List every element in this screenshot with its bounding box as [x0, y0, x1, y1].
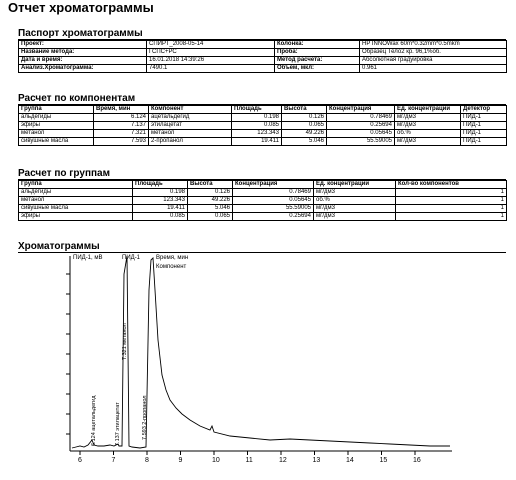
- x-tick-label: 12: [279, 457, 287, 464]
- column-header: Ед. концентрации: [314, 181, 396, 189]
- table-cell: об.%: [314, 197, 396, 205]
- table-cell: 6.124: [94, 114, 149, 122]
- table-cell: 0.085: [133, 213, 188, 221]
- x-tick-label: 15: [379, 457, 388, 464]
- table-cell: метанол: [19, 130, 94, 138]
- table-cell: ПИД-1: [461, 130, 507, 138]
- table-cell: 2-пропанол: [149, 138, 232, 146]
- table-cell: 7.593: [94, 138, 149, 146]
- peak-label-methanol: 7.321 метанол: [122, 323, 128, 360]
- table-cell: метанол: [19, 197, 133, 205]
- column-header: Кол-во компонентов: [396, 181, 507, 189]
- table-cell: мг/дм3: [314, 189, 396, 197]
- table-cell: 5.046: [188, 205, 233, 213]
- table-cell: 0.25694: [327, 122, 395, 130]
- column-header: Концентрация: [233, 181, 314, 189]
- table-cell: альдегиды: [19, 189, 133, 197]
- table-cell: сивушные масла: [19, 205, 133, 213]
- table-cell: 49.226: [282, 130, 327, 138]
- passport-row: [19, 41, 507, 49]
- column-header: Группа: [19, 106, 94, 114]
- table-cell: 0.05645: [327, 130, 395, 138]
- table-cell: 0.065: [282, 122, 327, 130]
- table-cell: 55.59005: [233, 205, 314, 213]
- passport-table: [18, 40, 507, 73]
- passport-value: СПИРТ_2008-05-14: [147, 41, 275, 49]
- table-cell: метанол: [149, 130, 232, 138]
- table-cell: ПИД-1: [461, 138, 507, 146]
- passport-key: Метод расчета:: [275, 57, 360, 65]
- passport-key: Дата и время:: [19, 57, 147, 65]
- passport-value: HP INNOWax 60m*0.32mm*0.5mkm: [360, 41, 507, 49]
- table-row: [19, 205, 507, 213]
- x-tick-label: 9: [178, 457, 183, 464]
- x-tick-label: 8: [145, 457, 149, 464]
- table-cell: мг/дм3: [395, 122, 461, 130]
- table-cell: 0.126: [188, 189, 233, 197]
- table-cell: мг/дм3: [395, 114, 461, 122]
- groups-table: [18, 180, 507, 221]
- report-title: Отчет хроматограммы: [8, 0, 154, 15]
- passport-value: ГСПС+РС: [147, 49, 275, 57]
- passport-key: Название метода:: [19, 49, 147, 57]
- table-cell: эфиры: [19, 122, 94, 130]
- passport-value: Абсолютная градуировка: [360, 57, 507, 65]
- peak-label-ethylacetate: 7.137 этилацетат: [115, 402, 121, 446]
- passport-key: Проба:: [275, 49, 360, 57]
- components-table: [18, 105, 507, 146]
- table-row: [19, 114, 507, 122]
- table-cell: 5.046: [282, 138, 327, 146]
- x-tick-label: 7: [111, 457, 116, 464]
- x-tick-label: 16: [413, 457, 421, 464]
- passport-key: Колонка:: [275, 41, 360, 49]
- passport-value: 16.01.2018 14:39:26: [147, 57, 275, 65]
- passport-value: 7490.1: [147, 65, 275, 73]
- column-header: Детектор: [461, 106, 507, 114]
- table-cell: ПИД-1: [461, 114, 507, 122]
- table-cell: 0.198: [133, 189, 188, 197]
- column-header: Группа: [19, 181, 133, 189]
- table-cell: 7.137: [94, 122, 149, 130]
- chromatogram-trace: [72, 256, 450, 448]
- x-tick-label: 10: [212, 457, 220, 464]
- component-label: Компонент: [156, 264, 187, 270]
- passport-row: [19, 49, 507, 57]
- table-cell: сивушные масла: [19, 138, 94, 146]
- table-cell: 0.78469: [233, 189, 314, 197]
- peak-label-acetaldehyde: 6.124 ацетальдегид: [91, 395, 97, 446]
- column-header: Ед. концентрации: [395, 106, 461, 114]
- table-cell: 0.065: [188, 213, 233, 221]
- table-cell: об.%: [395, 130, 461, 138]
- table-cell: 0.78469: [327, 114, 395, 122]
- chromatograms-heading: Хроматограммы: [18, 241, 506, 253]
- passport-key: Проект:: [19, 41, 147, 49]
- table-row: [19, 189, 507, 197]
- table-cell: 1: [396, 189, 507, 197]
- passport-heading: Паспорт хроматограммы: [18, 28, 506, 40]
- passport-row: [19, 57, 507, 65]
- table-cell: 19.411: [232, 138, 282, 146]
- column-header: Площадь: [232, 106, 282, 114]
- passport-row: [19, 65, 507, 73]
- passport-key: Анализ.Хроматограмма:: [19, 65, 147, 73]
- table-cell: 7.321: [94, 130, 149, 138]
- components-heading: Расчет по компонентам: [18, 93, 506, 105]
- x-tick-label: 11: [245, 457, 253, 464]
- trace-label: ПИД-1: [122, 255, 141, 261]
- passport-value: 0.961: [360, 65, 507, 73]
- table-row: [19, 122, 507, 130]
- table-cell: 55.59005: [327, 138, 395, 146]
- y-axis-label: ПИД-1, мВ: [73, 255, 103, 261]
- table-cell: 0.25694: [233, 213, 314, 221]
- column-header: Площадь: [133, 181, 188, 189]
- x-axis-label: Время, мин: [156, 255, 189, 261]
- table-cell: мг/дм3: [314, 213, 396, 221]
- table-cell: ацетальдегид: [149, 114, 232, 122]
- y-axis-ticks: [66, 274, 70, 434]
- table-row: [19, 130, 507, 138]
- passport-key: Объем, мкл:: [275, 65, 360, 73]
- peak-label-2-propanol: 7.593 2-пропанол: [142, 395, 148, 440]
- table-row: [19, 197, 507, 205]
- column-header: Время, мин: [94, 106, 149, 114]
- table-cell: 49.226: [188, 197, 233, 205]
- chromatogram-plot: [0, 250, 516, 480]
- table-row: [19, 213, 507, 221]
- x-axis-ticks: [78, 451, 421, 464]
- column-header: Высота: [188, 181, 233, 189]
- passport-value: Образец Тело2 кр. 96,1%об.: [360, 49, 507, 57]
- column-header: Компонент: [149, 106, 232, 114]
- table-cell: эфиры: [19, 213, 133, 221]
- column-header: Высота: [282, 106, 327, 114]
- table-cell: 1: [396, 213, 507, 221]
- table-cell: 123.343: [232, 130, 282, 138]
- x-tick-label: 13: [312, 457, 321, 464]
- x-tick-label: 6: [78, 457, 82, 464]
- table-cell: 1: [396, 197, 507, 205]
- table-cell: 0.126: [282, 114, 327, 122]
- table-cell: 123.343: [133, 197, 188, 205]
- x-tick-label: 14: [346, 457, 354, 464]
- table-cell: альдегиды: [19, 114, 94, 122]
- column-header: Концентрация: [327, 106, 395, 114]
- table-cell: 19.411: [133, 205, 188, 213]
- table-cell: этилацетат: [149, 122, 232, 130]
- table-cell: 0.085: [232, 122, 282, 130]
- groups-heading: Расчет по группам: [18, 168, 506, 180]
- table-row: [19, 138, 507, 146]
- table-cell: мг/дм3: [314, 205, 396, 213]
- table-cell: 0.05645: [233, 197, 314, 205]
- table-cell: 1: [396, 205, 507, 213]
- table-cell: 0.198: [232, 114, 282, 122]
- table-cell: мг/дм3: [395, 138, 461, 146]
- table-cell: ПИД-1: [461, 122, 507, 130]
